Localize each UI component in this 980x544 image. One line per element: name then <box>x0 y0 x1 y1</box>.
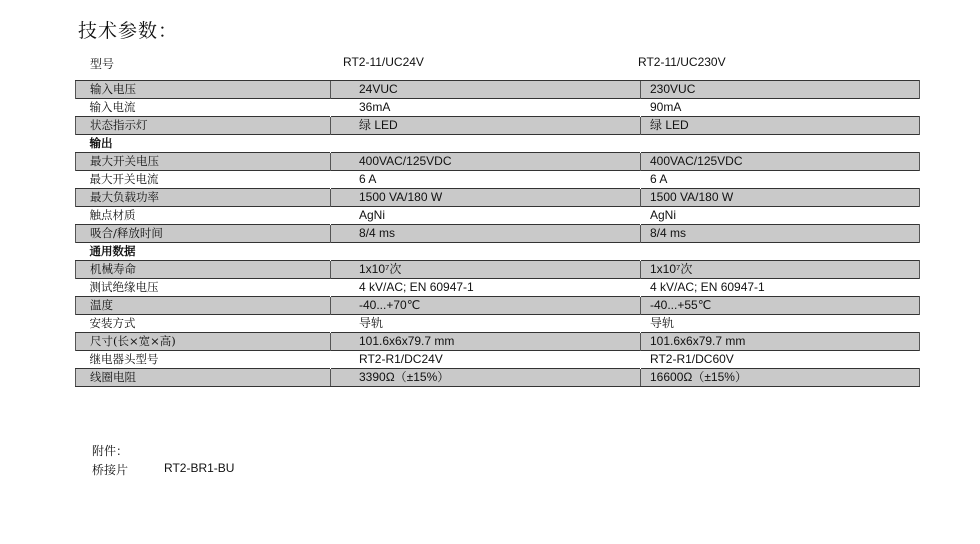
value-model-b: 1500 VA/180 W <box>641 189 920 207</box>
value-model-b <box>641 135 920 153</box>
table-row <box>76 351 920 369</box>
value-model-b: 90mA <box>641 99 920 117</box>
value-model-b: 1x10⁷次 <box>641 261 920 279</box>
value-model-a: 导轨 <box>331 315 641 333</box>
value-model-a: 36mA <box>331 99 641 117</box>
table-row <box>76 369 920 387</box>
param-label: 测试绝缘电压 <box>76 279 331 297</box>
value-model-a: 8/4 ms <box>331 225 641 243</box>
table-row <box>76 333 920 351</box>
table-row <box>76 315 920 333</box>
param-label: 通用数据 <box>76 243 331 261</box>
table-row <box>76 117 920 135</box>
param-label: 输入电流 <box>76 99 331 117</box>
value-model-b: 8/4 ms <box>641 225 920 243</box>
value-model-a: 绿 LED <box>331 117 641 135</box>
accessories-heading: 附件： <box>92 444 129 458</box>
value-model-b: 导轨 <box>641 315 920 333</box>
param-label: 状态指示灯 <box>76 117 331 135</box>
param-label: 最大开关电压 <box>76 153 331 171</box>
param-label: 最大负载功率 <box>76 189 331 207</box>
value-model-b: 绿 LED <box>641 117 920 135</box>
table-row <box>76 225 920 243</box>
param-label: 输入电压 <box>76 81 331 99</box>
value-model-a: RT2-R1/DC24V <box>331 351 641 369</box>
value-model-a <box>331 135 641 153</box>
value-model-a: 3390Ω（±15%） <box>331 369 641 387</box>
table-header <box>78 52 920 72</box>
accessory-label: 桥接片 <box>92 463 129 477</box>
table-row <box>76 171 920 189</box>
header-model-a: RT2-11/UC24V <box>343 55 424 69</box>
table-row <box>76 153 920 171</box>
value-model-a: 24VUC <box>331 81 641 99</box>
value-model-a: AgNi <box>331 207 641 225</box>
param-label: 温度 <box>76 297 331 315</box>
param-label: 尺寸(长×宽×高) <box>76 333 331 351</box>
table-row <box>76 279 920 297</box>
page-title: 技术参数： <box>78 20 179 42</box>
header-model-b: RT2-11/UC230V <box>638 55 726 69</box>
value-model-a: 6 A <box>331 171 641 189</box>
param-label: 线圈电阻 <box>76 369 331 387</box>
table-row <box>76 81 920 99</box>
value-model-b: 4 kV/AC; EN 60947-1 <box>641 279 920 297</box>
header-label: 型号 <box>90 57 115 71</box>
spec-table <box>75 80 920 387</box>
value-model-b: 230VUC <box>641 81 920 99</box>
value-model-b <box>641 243 920 261</box>
value-model-a: -40...+70℃ <box>331 297 641 315</box>
value-model-a: 101.6x6x79.7 mm <box>331 333 641 351</box>
value-model-b: 101.6x6x79.7 mm <box>641 333 920 351</box>
table-row <box>76 261 920 279</box>
spec-table-body <box>76 81 920 387</box>
value-model-a: 1500 VA/180 W <box>331 189 641 207</box>
table-row <box>76 189 920 207</box>
accessory-value: RT2-BR1-BU <box>164 461 235 475</box>
value-model-b: -40...+55℃ <box>641 297 920 315</box>
value-model-b: 6 A <box>641 171 920 189</box>
table-row <box>76 99 920 117</box>
table-row <box>76 207 920 225</box>
param-label: 安装方式 <box>76 315 331 333</box>
param-label: 输出 <box>76 135 331 153</box>
param-label: 触点材质 <box>76 207 331 225</box>
param-label: 机械寿命 <box>76 261 331 279</box>
param-label: 最大开关电流 <box>76 171 331 189</box>
value-model-a: 1x10⁷次 <box>331 261 641 279</box>
value-model-a: 400VAC/125VDC <box>331 153 641 171</box>
param-label: 继电器头型号 <box>76 351 331 369</box>
table-row <box>76 297 920 315</box>
value-model-b: AgNi <box>641 207 920 225</box>
value-model-b: RT2-R1/DC60V <box>641 351 920 369</box>
value-model-b: 16600Ω（±15%） <box>641 369 920 387</box>
value-model-a: 4 kV/AC; EN 60947-1 <box>331 279 641 297</box>
section-header-row <box>76 135 920 153</box>
param-label: 吸合/释放时间 <box>76 225 331 243</box>
section-header-row <box>76 243 920 261</box>
value-model-a <box>331 243 641 261</box>
value-model-b: 400VAC/125VDC <box>641 153 920 171</box>
accessory-row <box>92 461 235 478</box>
